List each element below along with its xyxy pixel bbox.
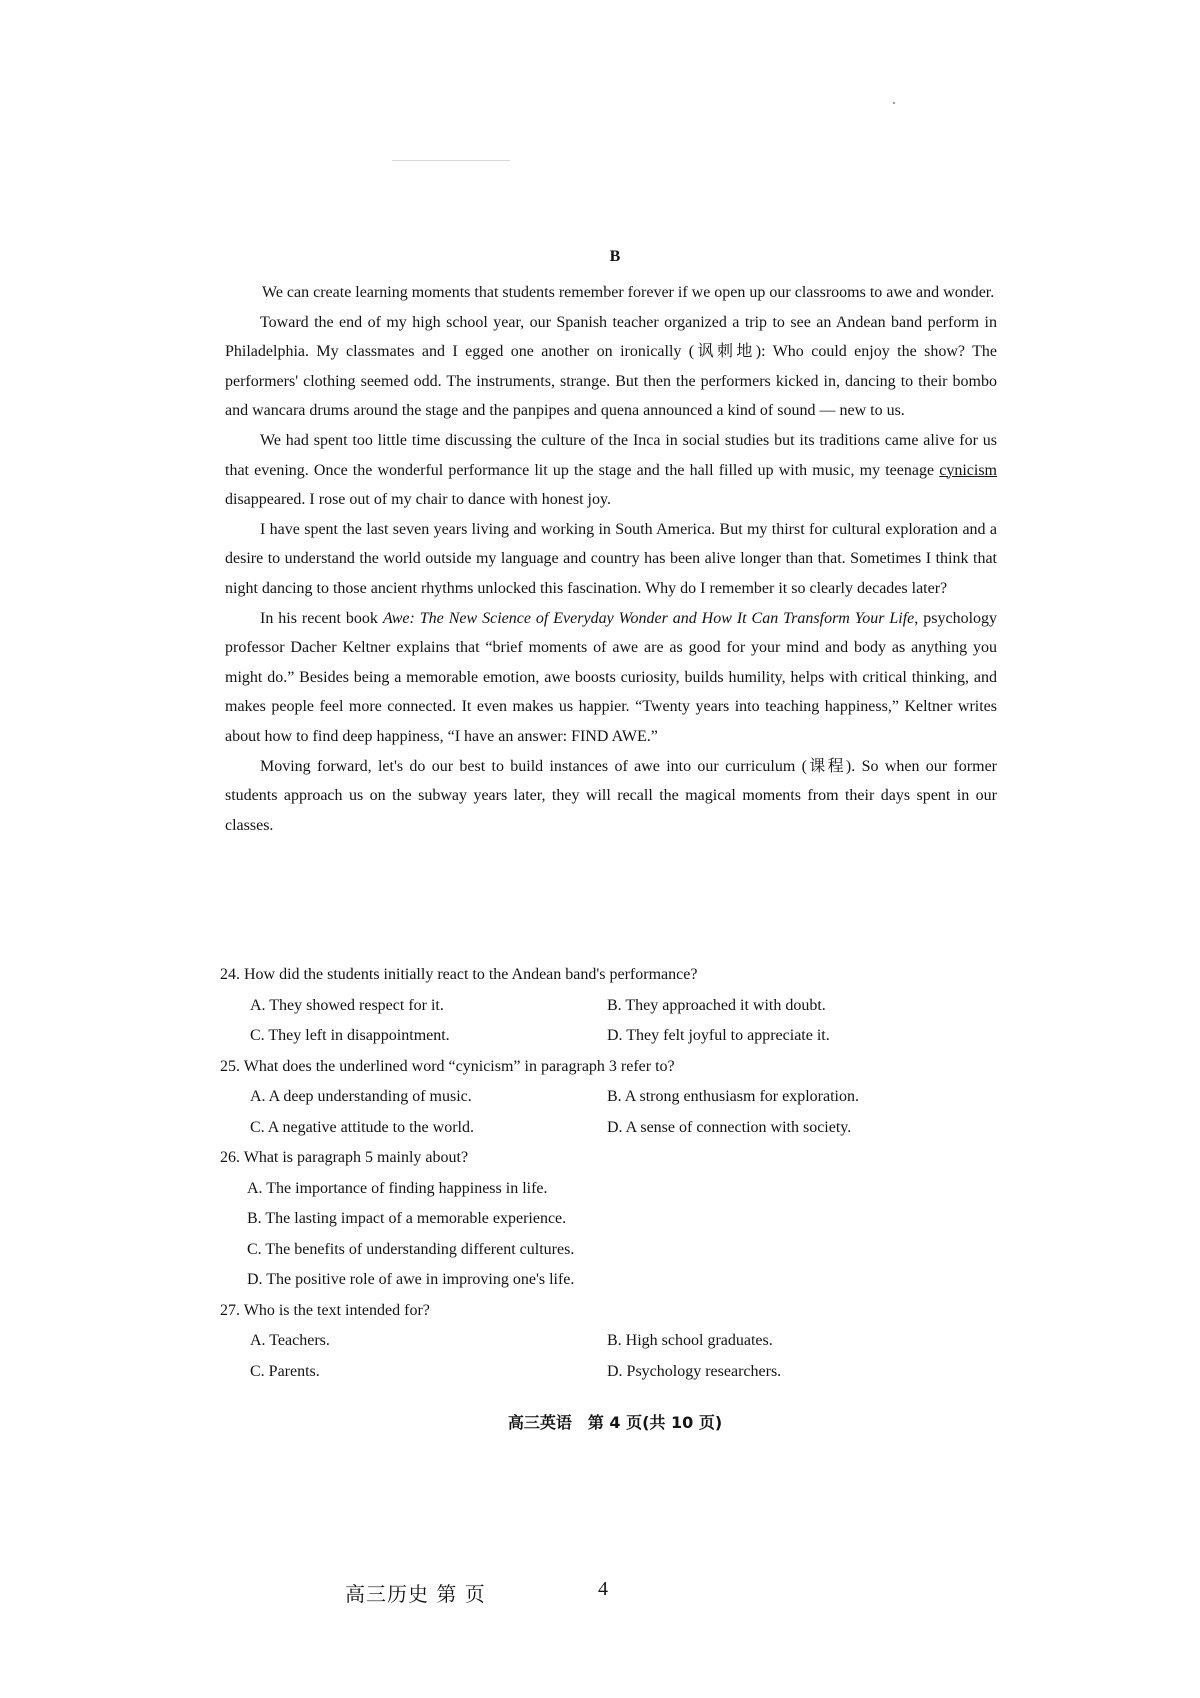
book-title: Awe: The New Science of Everyday Wonder and How It Can Transform Your Life [382, 609, 915, 627]
option-d: D. Psychology researchers. [607, 1362, 782, 1380]
question-stem: 26. What is paragraph 5 mainly about? [220, 1149, 469, 1166]
paragraph-3-text-end: disappeared. I rose out of my chair to dance with honest joy. [225, 491, 611, 509]
paragraph-5-text-end: , psychology professor Dacher Keltner explains that “brief moments of awe are as good for your mind and body as anything you might do.” Besides being a memorable emotion, awe boosts curiosity, builds humility, helps with critical thinking, and makes people feel more connected. It even makes us happier. “Twenty years into teaching happiness,” Keltner writes about how to find deep happiness, “I have an answer: FIND AWE.” [225, 609, 998, 745]
option-b: B. High school graduates. [607, 1332, 773, 1349]
option-row [220, 1357, 1000, 1388]
paragraph-2: Toward the end of my high school year, our Spanish teacher organized a trip to see an Andean band perform in Philadelphia. My classmates and I egged one another on ironically (讽刺地): Who could enjoy the show? The performers' clothing seemed odd. The instruments, strange. But then the performers kicked in, dancing to their bombo and wancara drums around the stage and the panpipes and quena announced a kind of sound — new to us. [225, 313, 997, 420]
option-a: A. Teachers. [250, 1332, 330, 1349]
paragraph-3 [225, 426, 997, 515]
bottom-subject-label: 高三历史 第 页 [345, 1582, 486, 1606]
paragraph-4: I have spent the last seven years living and working in South America. But my thirst for cultural exploration and a desire to understand the world outside my language and country has been alive longer than that. Sometimes I think that night dancing to those ancient rhythms unlocked this fascination. Why do I remember it so clearly decades later? [225, 520, 997, 597]
option-row [220, 1021, 1000, 1052]
option-b: B. They approached it with doubt. [607, 996, 826, 1014]
option-b: B. The lasting impact of a memorable experience. [247, 1210, 567, 1227]
scan-artifact [392, 160, 510, 161]
option-d: D. A sense of connection with society. [607, 1118, 852, 1136]
option-c: C. A negative attitude to the world. [250, 1118, 474, 1136]
option-row [220, 991, 1000, 1022]
question-list [220, 960, 1000, 1387]
option-row [220, 1082, 1000, 1113]
reading-passage [225, 278, 997, 840]
question-27 [220, 1296, 1000, 1388]
option-d: D. The positive role of awe in improving one's life. [247, 1271, 575, 1288]
question-stem: 24. How did the students initially react to the Andean band's performance? [220, 966, 698, 983]
bottom-page-number: 4 [598, 1578, 608, 1600]
option-c: C. Parents. [250, 1362, 320, 1380]
paragraph-5-text-start: In his recent book [260, 609, 383, 627]
option-a: A. They showed respect for it. [250, 996, 444, 1014]
question-stem: 27. Who is the text intended for? [220, 1301, 430, 1319]
question-26 [220, 1143, 1000, 1296]
option-row [220, 1113, 1000, 1144]
option-c: C. They left in disappointment. [250, 1027, 450, 1044]
underlined-word: cynicism [939, 461, 997, 479]
page-footer: 高三英语 第 4 页(共 10 页) [507, 1413, 723, 1432]
paragraph-1: We can create learning moments that students remember forever if we open up our classrooms to awe and wonder. [262, 284, 995, 301]
option-d: D. They felt joyful to appreciate it. [607, 1027, 830, 1044]
question-24 [220, 960, 1000, 1052]
option-b: B. A strong enthusiasm for exploration. [607, 1088, 859, 1105]
section-heading: B [609, 248, 621, 265]
paragraph-3-text-start: We had spent too little time discussing the culture of the Inca in social studies but its traditions came alive for us that evening. Once the wonderful performance lit up the stage and the hall filled up with music, my teenage [225, 431, 997, 479]
question-stem: 25. What does the underlined word “cynicism” in paragraph 3 refer to? [220, 1057, 675, 1075]
option-row [220, 1326, 1000, 1357]
option-a: A. The importance of finding happiness in life. [247, 1179, 548, 1197]
option-c: C. The benefits of understanding different cultures. [247, 1240, 575, 1258]
paragraph-6: Moving forward, let's do our best to build instances of awe into our curriculum (课程). So when our former students approach us on the subway years later, they will recall the magical moments from their days spent in our classes. [225, 757, 997, 834]
paragraph-5 [225, 604, 997, 752]
question-25 [220, 1052, 1000, 1144]
scan-artifact [893, 102, 895, 104]
option-a: A. A deep understanding of music. [250, 1088, 472, 1105]
